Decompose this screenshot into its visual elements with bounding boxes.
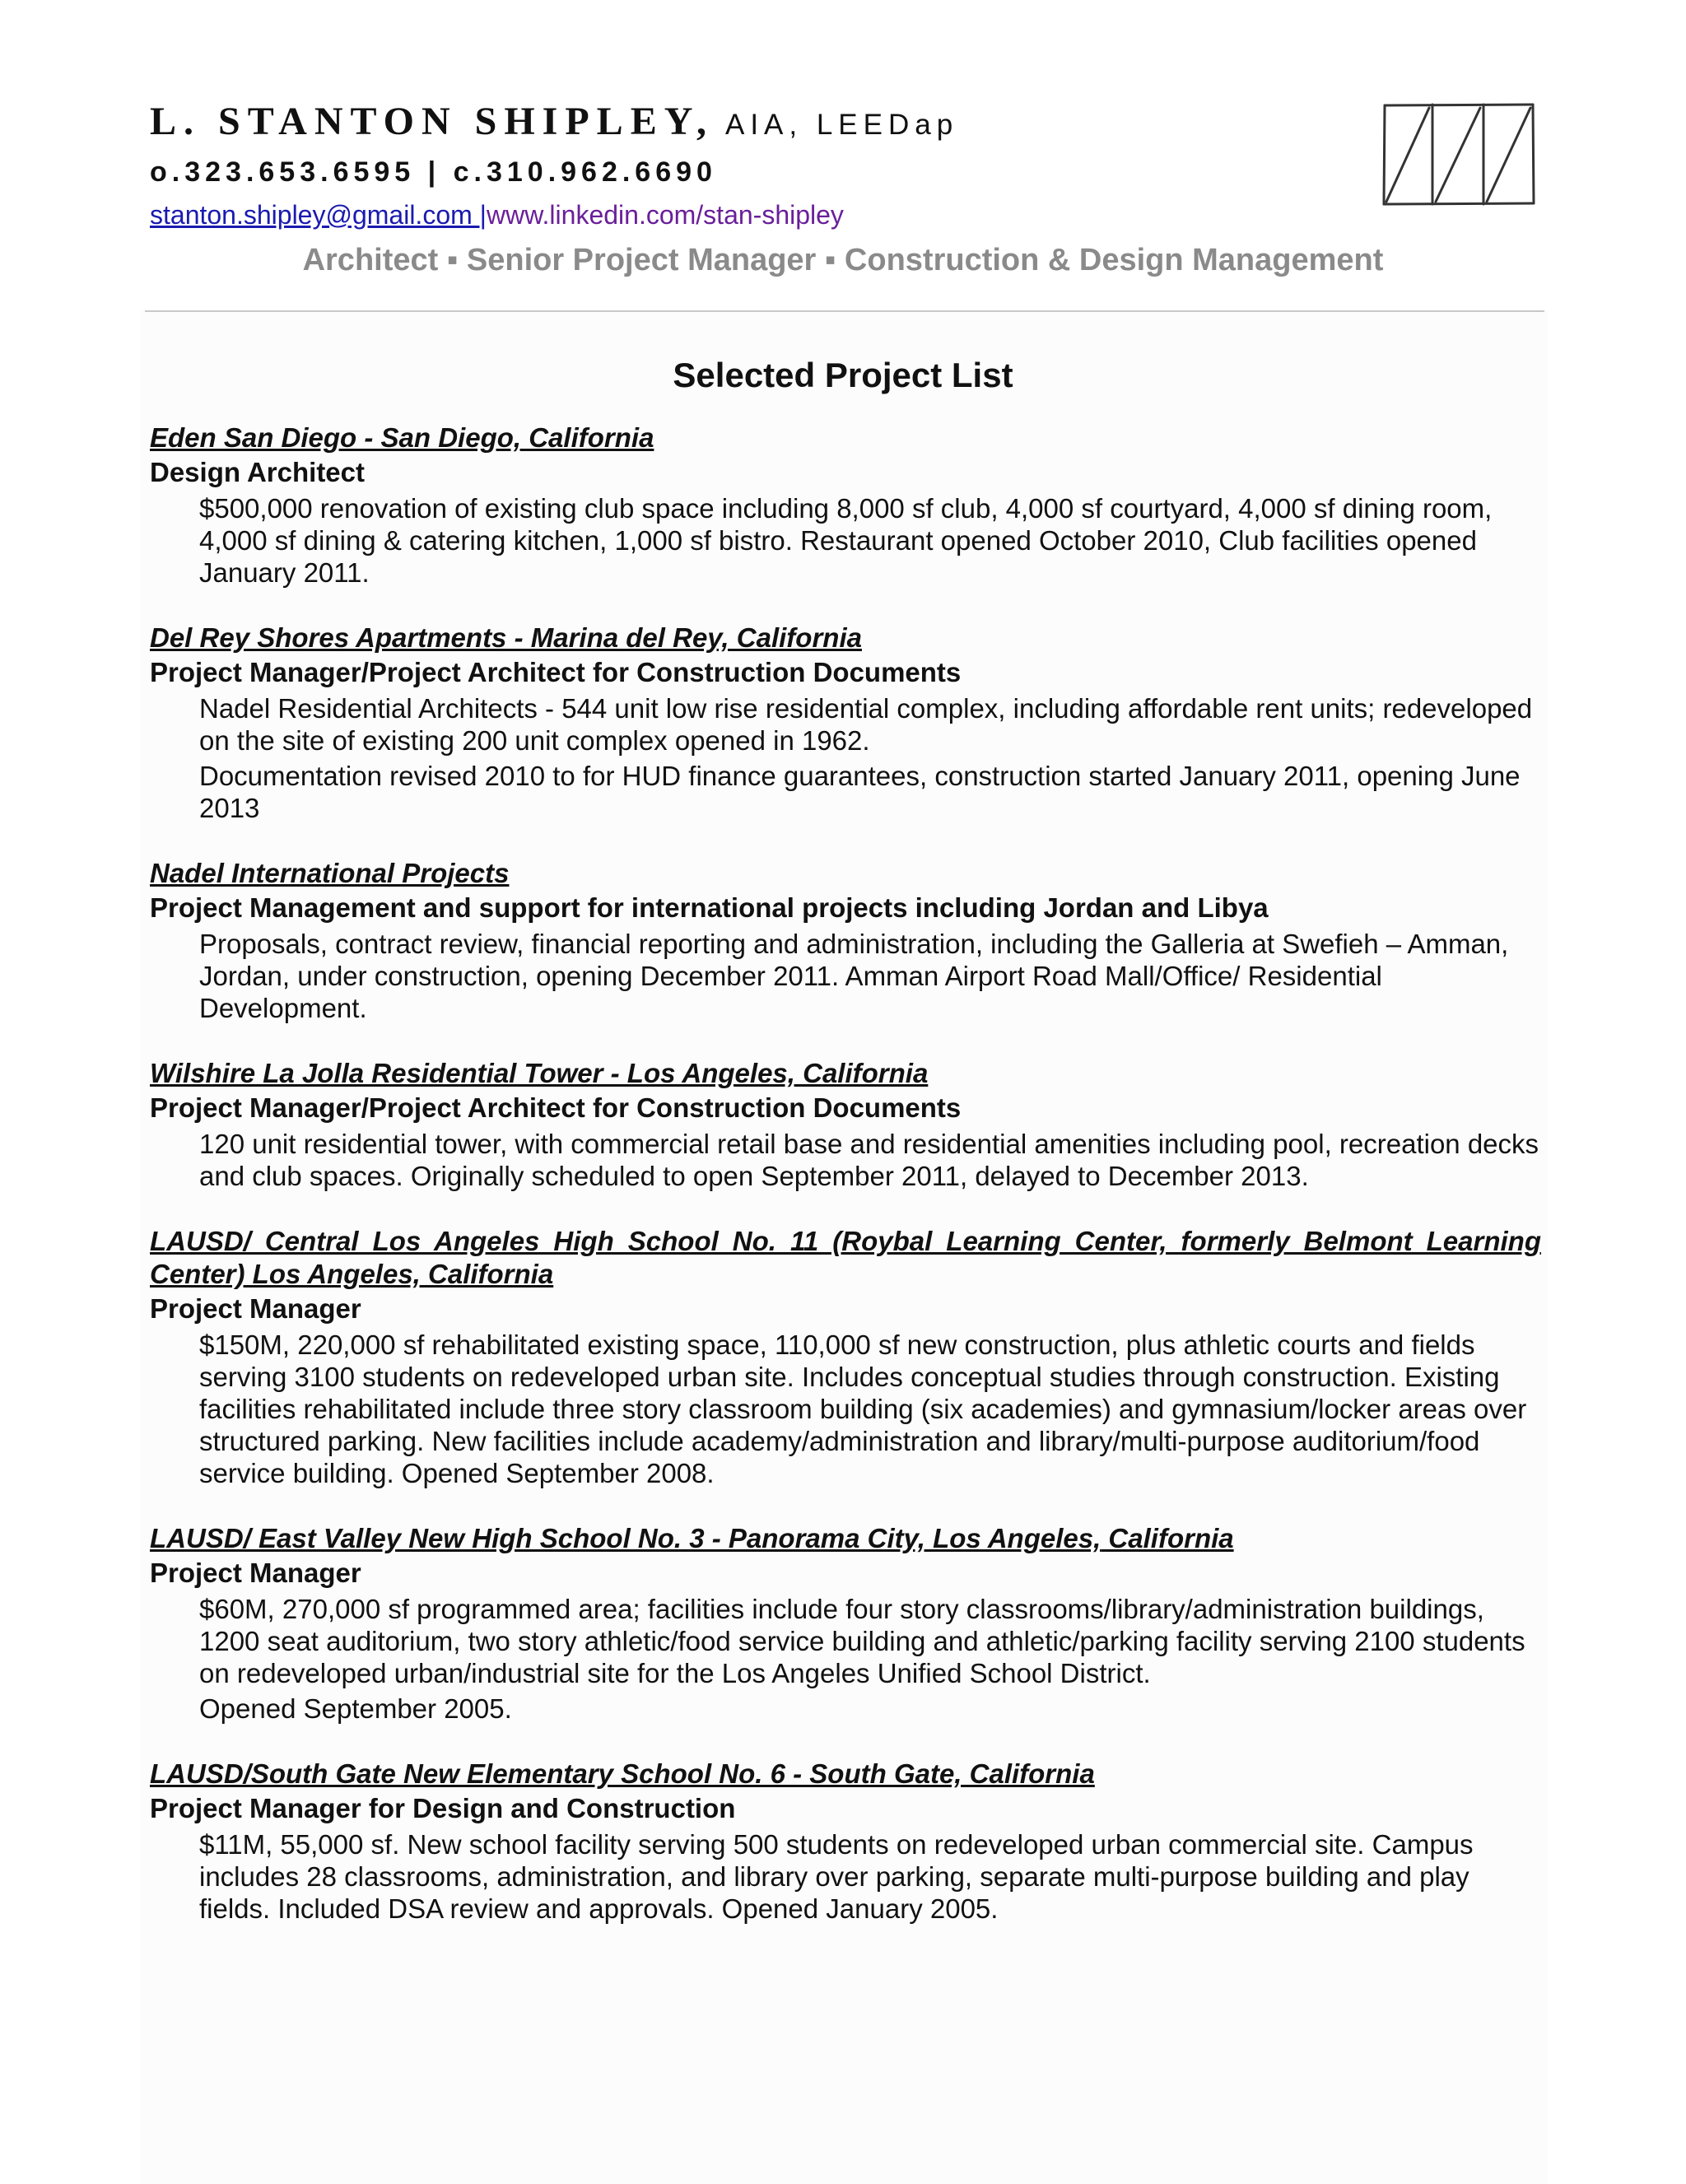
description-paragraph: $11M, 55,000 sf. New school facility serving 500 students on redeveloped urban commercial site. Campus includes 28 classrooms, administration, and library over parking, separate multi-purpose building and play fields. Included DSA review and approvals. Opened January 2005. [199, 1829, 1474, 1924]
project-description [199, 928, 1541, 1024]
project-entry [150, 1522, 1541, 1725]
project-role: Project Manager for Design and Construction [150, 1793, 736, 1823]
three-diagonal-bay-sketch-logo-icon [1381, 103, 1536, 207]
project-description [199, 1128, 1541, 1192]
project-name-main: LAUSD/ East Valley New High School No. 3 - Panorama City, Los Angeles, [150, 1523, 1101, 1553]
description-paragraph: $60M, 270,000 sf programmed area; facilities include four story classrooms/library/administration buildings, 1200 seat auditorium, two story athletic/food service building and athletic/parking facility serving 2100 students on redeveloped urban/industrial site for the Los Angeles Unified School District. [199, 1594, 1525, 1688]
description-paragraph: $500,000 renovation of existing club space including 8,000 sf club, 4,000 sf courtyard, 4,000 sf dining room, 4,000 sf dining & catering kitchen, 1,000 sf bistro. Restaurant opened October 2010, Club facilities opened January 2011. [199, 493, 1493, 588]
project-entry [150, 421, 1541, 589]
project-role: Project Manager/Project Architect for Construction Documents [150, 1092, 962, 1123]
contact-links [150, 200, 1549, 231]
project-name: LAUSD/South Gate New Elementary School No. 6 - South Gate, California [150, 1758, 1095, 1789]
project-name-suffix: California [1101, 1523, 1234, 1553]
project-name: Nadel International Projects [150, 858, 510, 888]
description-paragraph: $150M, 220,000 sf rehabilitated existing space, 110,000 sf new construction, plus athletic courts and fields serving 3100 students on redeveloped urban site. Includes conceptual studies through construction. Existing facilities rehabilitated include three story classroom building (six academies) and gymnasium/locker areas over structured parking. New facilities include academy/administration and library/multi-purpose auditorium/food service building. Opened September 2008. [199, 1329, 1527, 1488]
email-link[interactable]: stanton.shipley@gmail.com | [150, 200, 487, 230]
description-paragraph: Nadel Residential Architects - 544 unit low rise residential complex, including affordable rent units; redeveloped on the site of existing 200 unit complex opened in 1962. [199, 693, 1533, 756]
project-role: Project Management and support for international projects including Jordan and Libya [150, 892, 1269, 923]
resume-header [150, 99, 1549, 231]
project-description [199, 1329, 1541, 1489]
project-name: Eden San Diego - San Diego, California [150, 422, 654, 453]
person-name: L. STANTON SHIPLEY, [150, 100, 714, 143]
project-entry [150, 622, 1541, 824]
project-role: Project Manager/Project Architect for Construction Documents [150, 657, 962, 687]
description-paragraph: Documentation revised 2010 to for HUD finance guarantees, construction started January 2011, opening June 2013 [199, 761, 1521, 823]
project-name: Del Rey Shores Apartments - Marina del Rey, California [150, 622, 862, 653]
professional-tagline: Architect ▪ Senior Project Manager ▪ Construction & Design Management [302, 243, 1384, 277]
description-paragraph: 120 unit residential tower, with commercial retail base and residential amenities including pool, recreation decks and club spaces. Originally scheduled to open September 2011, delayed to December 2013. [199, 1129, 1539, 1191]
project-entry [150, 857, 1541, 1024]
project-list [150, 421, 1541, 1958]
project-entry [150, 1225, 1541, 1489]
project-role: Project Manager [150, 1293, 361, 1324]
project-role: Design Architect [150, 457, 366, 487]
project-name: Wilshire La Jolla Residential Tower - Los Angeles, California [150, 1058, 929, 1088]
phone-numbers: o.323.653.6595 | c.310.962.6690 [150, 156, 717, 188]
credentials: AIA, LEEDap [724, 109, 959, 141]
project-name: LAUSD/ Central Los Angeles High School No. 11 (Roybal Learning Center, formerly Belmont Learning Center) Los Angeles, California [150, 1226, 1541, 1289]
project-entry [150, 1057, 1541, 1192]
project-description [199, 692, 1541, 824]
project-description [199, 1828, 1541, 1925]
project-description [199, 1593, 1541, 1725]
project-role: Project Manager [150, 1558, 361, 1588]
name-line [150, 99, 1549, 151]
page-title: Selected Project List [673, 356, 1013, 394]
description-paragraph: Opened September 2005. [199, 1693, 512, 1724]
description-paragraph: Proposals, contract review, financial reporting and administration, including the Galleria at Swefieh – Amman, Jordan, under construction, opening December 2011. Amman Airport Road Mall/Office/ Residential Development. [199, 929, 1509, 1023]
project-entry [150, 1758, 1541, 1925]
project-name [150, 1522, 1541, 1555]
header-divider [145, 310, 1544, 312]
project-description [199, 492, 1541, 589]
linkedin-link[interactable]: www.linkedin.com/stan-shipley [486, 200, 844, 230]
